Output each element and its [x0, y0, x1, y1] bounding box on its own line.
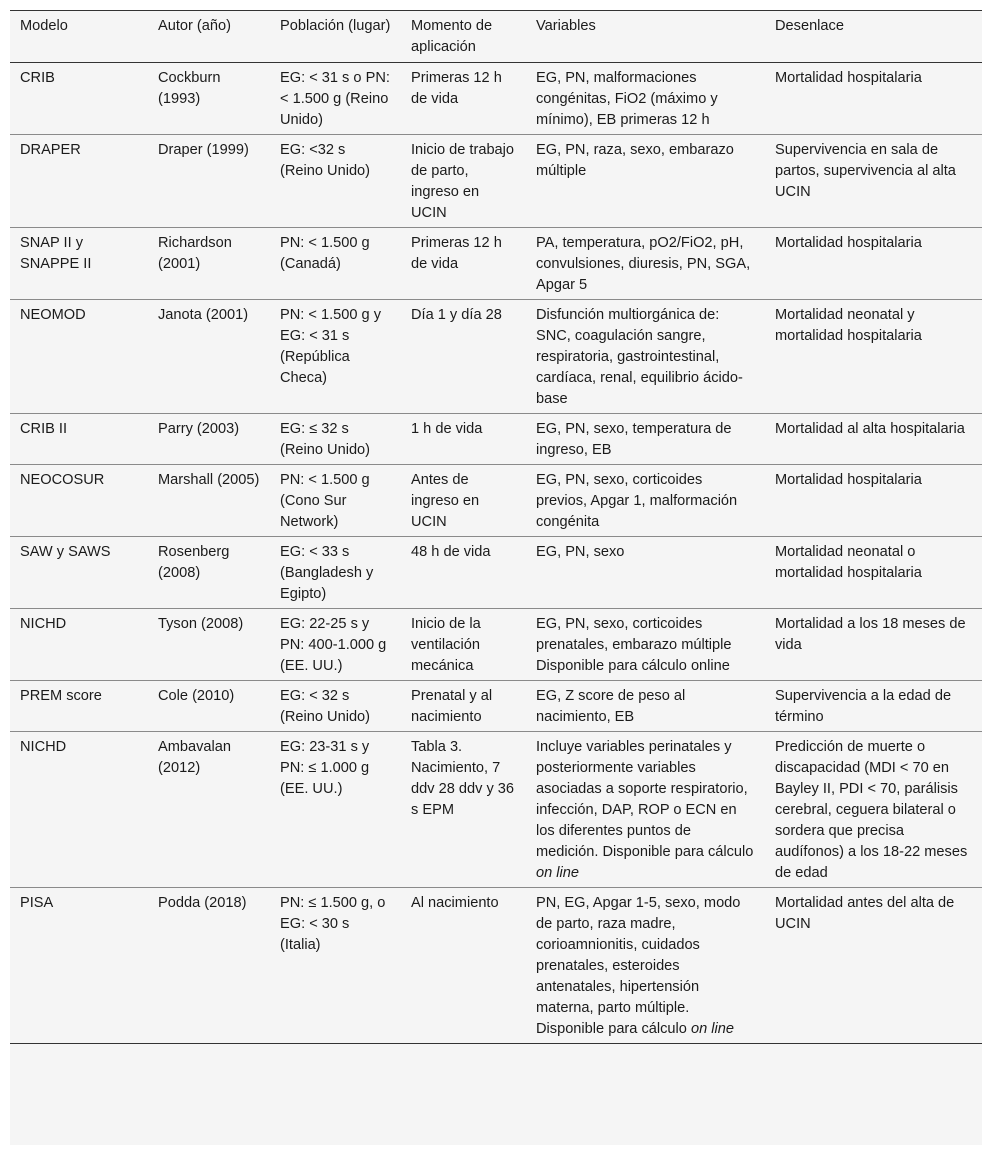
- cell-variables: [526, 732, 765, 888]
- cell-poblacion: EG: < 33 s (Bangladesh y Egipto): [280, 544, 374, 602]
- cell-desenlace: Predicción de muerte o discapacidad (MDI < 70 en Bayley II, PDI < 70, parálisis cerebral, ceguera bilateral o sordera que precisa audífonos) a los 18-22 meses de edad: [775, 739, 968, 881]
- cell-desenlace: Mortalidad hospitalaria: [775, 235, 922, 251]
- cell-desenlace: Mortalidad neonatal y mortalidad hospitalaria: [775, 307, 922, 344]
- table-row: [10, 135, 982, 228]
- cell-momento: Primeras 12 h de vida: [411, 235, 502, 272]
- table-page: [10, 10, 982, 1145]
- cell-poblacion: PN: < 1.500 g (Canadá): [280, 235, 370, 272]
- cell-momento: Tabla 3. Nacimiento, 7 ddv 28 ddv y 36 s EPM: [411, 739, 515, 818]
- table-row: [10, 681, 982, 732]
- cell-autor: Parry (2003): [158, 421, 240, 437]
- table-row: [10, 732, 982, 888]
- cell-desenlace: Mortalidad antes del alta de UCIN: [775, 895, 955, 932]
- cell-autor: Ambavalan (2012): [158, 739, 232, 776]
- cell-modelo: NICHD: [20, 616, 67, 632]
- table-row: [10, 414, 982, 465]
- cell-poblacion: EG: < 32 s (Reino Unido): [280, 688, 371, 725]
- cell-autor: Richardson (2001): [158, 235, 232, 272]
- cell-desenlace: Mortalidad al alta hospitalaria: [775, 421, 965, 437]
- cell-modelo: SAW y SAWS: [20, 544, 111, 560]
- cell-momento: Día 1 y día 28: [411, 307, 502, 323]
- cell-momento: 1 h de vida: [411, 421, 483, 437]
- cell-momento: Inicio de trabajo de parto, ingreso en UCIN: [411, 142, 515, 221]
- cell-poblacion: EG: ≤ 32 s (Reino Unido): [280, 421, 371, 458]
- cell-desenlace: Mortalidad hospitalaria: [775, 472, 922, 488]
- cell-variables: EG, Z score de peso al nacimiento, EB: [536, 688, 686, 725]
- cell-variables: EG, PN, sexo, corticoides prenatales, embarazo múltiple Disponible para cálculo online: [536, 616, 732, 674]
- cell-desenlace: Mortalidad a los 18 meses de vida: [775, 616, 966, 653]
- table-row: [10, 465, 982, 537]
- cell-variables: EG, PN, malformaciones congénitas, FiO2 (máximo y mínimo), EB primeras 12 h: [536, 70, 718, 128]
- cell-poblacion: PN: < 1.500 g y EG: < 31 s (República Checa): [280, 307, 382, 386]
- cell-desenlace: Supervivencia en sala de partos, supervivencia al alta UCIN: [775, 142, 956, 200]
- scoring-models-table: [10, 10, 982, 1044]
- cell-variables-italic: on line: [690, 1021, 734, 1037]
- header-autor: Autor (año): [158, 18, 232, 34]
- cell-variables-text: Incluye variables perinatales y posteriormente variables asociadas a soporte respiratorio, infección, DAP, ROP o ECN en los diferentes puntos de medición. Disponible para cálculo: [536, 739, 754, 860]
- cell-momento: Prenatal y al nacimiento: [411, 688, 493, 725]
- cell-modelo: PREM score: [20, 688, 102, 704]
- cell-desenlace: Supervivencia a la edad de término: [775, 688, 952, 725]
- cell-modelo: NICHD: [20, 739, 67, 755]
- header-momento: Momento de aplicación: [411, 18, 493, 55]
- cell-variables: EG, PN, sexo, temperatura de ingreso, EB: [536, 421, 732, 458]
- cell-momento: Inicio de la ventilación mecánica: [411, 616, 481, 674]
- cell-variables: EG, PN, raza, sexo, embarazo múltiple: [536, 142, 734, 179]
- table-row: [10, 63, 982, 135]
- table-row: [10, 300, 982, 414]
- cell-modelo: CRIB: [20, 70, 55, 86]
- table-row: [10, 228, 982, 300]
- cell-desenlace: Mortalidad neonatal o mortalidad hospitalaria: [775, 544, 922, 581]
- header-variables: Variables: [536, 18, 596, 34]
- cell-momento: Al nacimiento: [411, 895, 499, 911]
- cell-variables-italic: on line: [536, 865, 580, 881]
- cell-variables: EG, PN, sexo, corticoides previos, Apgar 1, malformación congénita: [536, 472, 738, 530]
- cell-poblacion: PN: ≤ 1.500 g, o EG: < 30 s (Italia): [280, 895, 386, 953]
- cell-poblacion: EG: 23-31 s y PN: ≤ 1.000 g (EE. UU.): [280, 739, 370, 797]
- cell-variables: Disfunción multiorgánica de: SNC, coagulación sangre, respiratoria, gastrointestinal, cardíaca, renal, equilibrio ácido-base: [536, 307, 743, 407]
- table-row: [10, 609, 982, 681]
- cell-desenlace: Mortalidad hospitalaria: [775, 70, 922, 86]
- cell-modelo: CRIB II: [20, 421, 68, 437]
- cell-variables: [526, 888, 765, 1044]
- cell-momento: Antes de ingreso en UCIN: [411, 472, 480, 530]
- cell-modelo: DRAPER: [20, 142, 81, 158]
- table-header-row: [10, 11, 982, 63]
- cell-modelo: SNAP II y SNAPPE II: [20, 235, 92, 272]
- cell-autor: Cockburn (1993): [158, 70, 221, 107]
- cell-autor: Janota (2001): [158, 307, 249, 323]
- header-desenlace: Desenlace: [775, 18, 844, 34]
- cell-autor: Draper (1999): [158, 142, 249, 158]
- header-modelo: Modelo: [20, 18, 68, 34]
- cell-autor: Cole (2010): [158, 688, 235, 704]
- cell-modelo: NEOMOD: [20, 307, 86, 323]
- cell-poblacion: EG: < 31 s o PN: < 1.500 g (Reino Unido): [280, 70, 390, 128]
- header-poblacion: Población (lugar): [280, 18, 391, 34]
- cell-variables-text: PN, EG, Apgar 1-5, sexo, modo de parto, raza madre, corioamnionitis, cuidados prenatales, esteroides antenatales, hipertensión materna, parto múltiple. Disponible para cálculo: [536, 895, 741, 1037]
- table-row: [10, 888, 982, 1044]
- cell-variables: PA, temperatura, pO2/FiO2, pH, convulsiones, diuresis, PN, SGA, Apgar 5: [536, 235, 751, 293]
- cell-poblacion: EG: <32 s (Reino Unido): [280, 142, 371, 179]
- cell-poblacion: EG: 22-25 s y PN: 400-1.000 g (EE. UU.): [280, 616, 387, 674]
- cell-modelo: PISA: [20, 895, 54, 911]
- table-row: [10, 537, 982, 609]
- cell-autor: Marshall (2005): [158, 472, 260, 488]
- cell-autor: Tyson (2008): [158, 616, 244, 632]
- cell-modelo: NEOCOSUR: [20, 472, 105, 488]
- cell-variables: EG, PN, sexo: [536, 544, 625, 560]
- cell-momento: Primeras 12 h de vida: [411, 70, 502, 107]
- cell-autor: Podda (2018): [158, 895, 247, 911]
- cell-momento: 48 h de vida: [411, 544, 491, 560]
- cell-autor: Rosenberg (2008): [158, 544, 230, 581]
- cell-poblacion: PN: < 1.500 g (Cono Sur Network): [280, 472, 370, 530]
